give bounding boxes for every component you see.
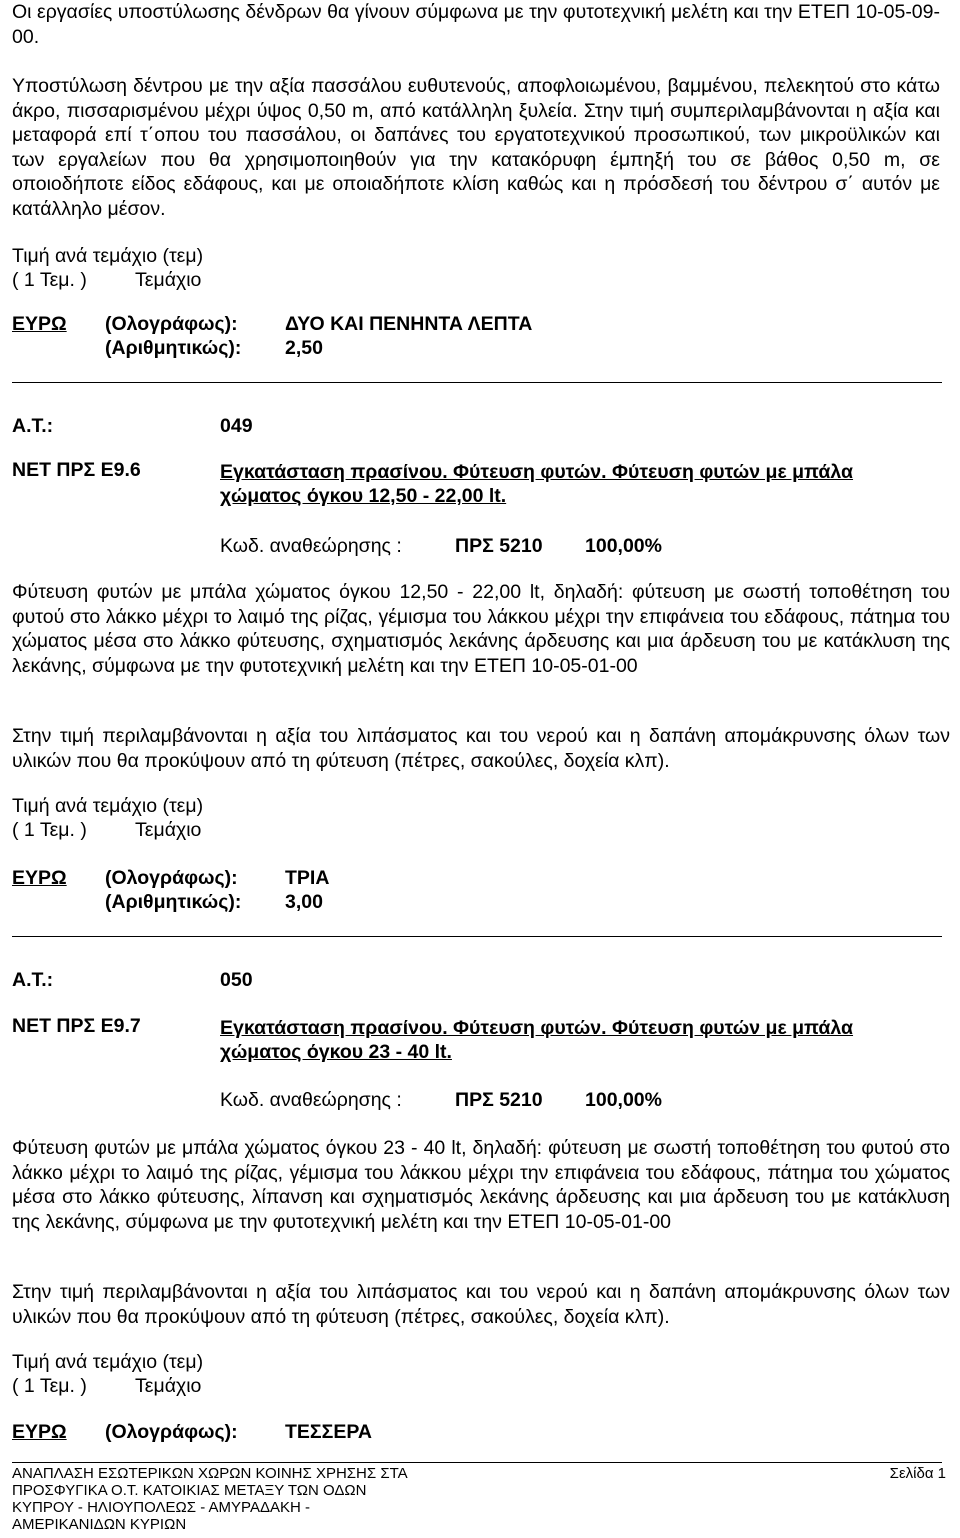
revision-label: Κωδ. αναθεώρησης : (220, 535, 402, 557)
revision-percent: 100,00% (585, 1089, 662, 1111)
in-words-label: (Ολογράφως): (105, 1421, 238, 1443)
page-number: Σελίδα 1 (889, 1465, 946, 1482)
revision-label: Κωδ. αναθεώρησης : (220, 1089, 402, 1111)
item-code: ΝΕΤ ΠΡΣ Ε9.7 (12, 1015, 141, 1037)
at-number: 050 (220, 969, 253, 991)
at-number: 049 (220, 415, 253, 437)
intro-paragraph-1: Οι εργασίες υποστύλωσης δένδρων θα γίνουν σύμφωνα με την φυτοτεχνική μελέτη και την ΕΤΕΠ 10-05-09-00. (12, 1, 940, 48)
price-in-words: ΔΥΟ ΚΑΙ ΠΕΝΗΝΤΑ ΛΕΠΤΑ (285, 313, 533, 335)
revision-code: ΠΡΣ 5210 (455, 1089, 543, 1111)
item-title-line-2: χώματος όγκου 23 - 40 lt. (220, 1041, 452, 1063)
item-description: Φύτευση φυτών με μπάλα χώματος όγκου 12,50 - 22,00 lt, δηλαδή: φύτευση με σωστή τοποθέτηση του φυτού στο λάκκο μέχρι το λαιμό της ρίζας, γέμισμα του λάκκου μέχρι την επιφάνεια του εδάφους, πάτημα του χώματος μέσα στο λάκκο φύτευσης, σχηματισμός λεκάνης άρδευσης και μια άρδευση του με κατάκλυση της λεκάνης, σύμφωνα με την φυτοτεχνική μελέτη και την ΕΤΕΠ 10-05-01-00 (12, 581, 950, 677)
intro-paragraph-2: Υποστύλωση δέντρου με την αξία πασσάλου ευθυτενούς, αποφλοιωμένου, βαμμένου, πελεκητού στο κάτω άκρο, πισσαρισμένου μέχρι ύψος 0,50 m, από κατάλληλη ξυλεία. Στην τιμή συμπεριλαμβάνονται η αξία και μεταφορά επί τ΄οπου του πασσάλου, οι δαπάνες του εργατοτεχνικού προσωπικού, των μικροϋλικών και των εργαλείων που θα χρησιμοποιηθούν για την κατακόρυφη έμπηξή του σε βάθος 0,50 m, σε οποιοδήποτε είδος εδάφους, και με οποιαδήποτε κλίση καθώς και η πρόσδεσή του δέντρου σ΄ αυτόν με κατάλληλο μέσον. (12, 75, 940, 220)
item-description: Φύτευση φυτών με μπάλα χώματος όγκου 23 - 40 lt, δηλαδή: φύτευση με σωστή τοποθέτηση του φυτού στο λάκκο μέχρι το λαιμό της ρίζας, γέμισμα του λάκκου μέχρι την επιφάνεια του εδάφους, πάτημα του χώματος μέσα στο λάκκο φύτευσης, λίπανση και σχηματισμός λεκάνης άρδευσης και μια άρδευση του με κατάκλυση της λεκάνης, σύμφωνα με την φυτοτεχνική μελέτη και την ΕΤΕΠ 10-05-01-00 (12, 1137, 950, 1233)
item-note: Στην τιμή περιλαμβάνονται η αξία του λιπάσματος και του νερού και η δαπάνη απομάκρυνσης όλων των υλικών που θα προκύψουν από τη φύτευση (πέτρες, σακούλες, δοχεία κλπ). (12, 725, 950, 772)
footer-line: ΑΜΕΡΙΚΑΝΙΔΩΝ ΚΥΡΙΩΝ (12, 1516, 187, 1533)
item-title-line-1: Εγκατάσταση πρασίνου. Φύτευση φυτών. Φύτευση φυτών με μπάλα (220, 461, 854, 483)
in-words-label: (Ολογράφως): (105, 313, 238, 335)
section-divider (12, 936, 942, 937)
unit-name: Τεμάχιο (135, 269, 202, 291)
section-divider (12, 382, 942, 383)
unit-qty: ( 1 Τεμ. ) (12, 1375, 87, 1397)
euro-label: ΕΥΡΩ (12, 313, 67, 335)
unit-price-label: Τιμή ανά τεμάχιο (τεμ) (12, 245, 204, 267)
unit-name: Τεμάχιο (135, 1375, 202, 1397)
footer-line: ΠΡΟΣΦΥΓΙΚΑ Ο.Τ. ΚΑΤΟΙΚΙΑΣ ΜΕΤΑΞΥ ΤΩΝ ΟΔΩΝ (12, 1482, 367, 1499)
price-in-numbers: 2,50 (285, 337, 323, 359)
euro-label: ΕΥΡΩ (12, 1421, 67, 1443)
unit-qty: ( 1 Τεμ. ) (12, 819, 87, 841)
footer-line: ΑΝΑΠΛΑΣΗ ΕΣΩΤΕΡΙΚΩΝ ΧΩΡΩΝ ΚΟΙΝΗΣ ΧΡΗΣΗΣ ΣΤΑ (12, 1465, 408, 1482)
item-title-line-1: Εγκατάσταση πρασίνου. Φύτευση φυτών. Φύτευση φυτών με μπάλα (220, 1017, 854, 1039)
at-label: Α.Τ.: (12, 415, 54, 437)
item-code: ΝΕΤ ΠΡΣ Ε9.6 (12, 459, 141, 481)
in-words-label: (Ολογράφως): (105, 867, 238, 889)
item-title-line-2: χώματος όγκου 12,50 - 22,00 lt. (220, 485, 507, 507)
in-numbers-label: (Αριθμητικώς): (105, 337, 242, 359)
unit-price-label: Τιμή ανά τεμάχιο (τεμ) (12, 795, 204, 817)
footer-project-title (12, 1465, 532, 1533)
at-label: Α.Τ.: (12, 969, 54, 991)
revision-code: ΠΡΣ 5210 (455, 535, 543, 557)
footer-line: ΚΥΠΡΟΥ - ΗΛΙΟΥΠΟΛΕΩΣ - ΑΜΥΡΑΔΑΚΗ - (12, 1499, 310, 1516)
euro-label: ΕΥΡΩ (12, 867, 67, 889)
unit-qty: ( 1 Τεμ. ) (12, 269, 87, 291)
footer-divider (12, 1462, 942, 1463)
unit-price-label: Τιμή ανά τεμάχιο (τεμ) (12, 1351, 204, 1373)
revision-percent: 100,00% (585, 535, 662, 557)
price-in-words: ΤΕΣΣΕΡΑ (285, 1421, 372, 1443)
price-in-numbers: 3,00 (285, 891, 323, 913)
item-note: Στην τιμή περιλαμβάνονται η αξία του λιπάσματος και του νερού και η δαπάνη απομάκρυνσης όλων των υλικών που θα προκύψουν από τη φύτευση (πέτρες, σακούλες, δοχεία κλπ). (12, 1281, 950, 1328)
in-numbers-label: (Αριθμητικώς): (105, 891, 242, 913)
price-in-words: ΤΡΙΑ (285, 867, 330, 889)
unit-name: Τεμάχιο (135, 819, 202, 841)
